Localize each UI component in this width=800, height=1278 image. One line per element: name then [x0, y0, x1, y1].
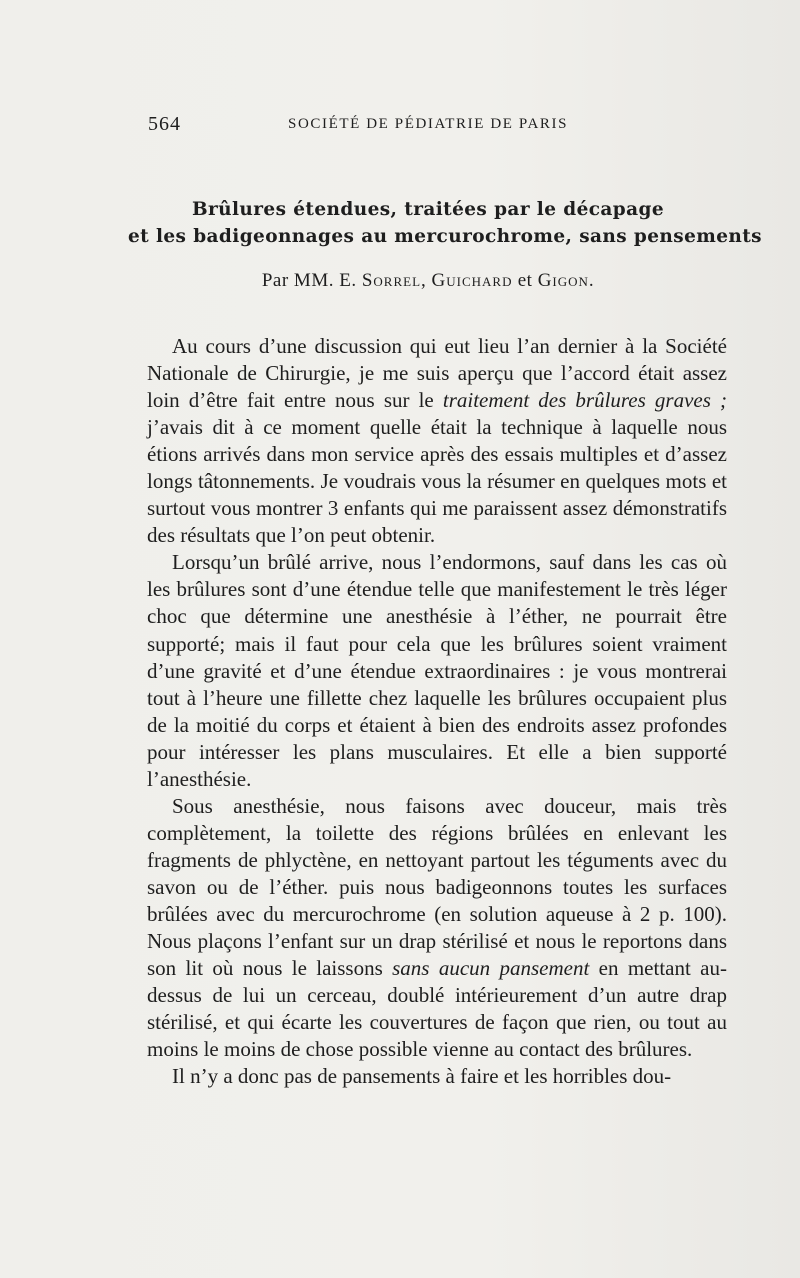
author-gigon: Gigon	[537, 270, 589, 291]
page-number: 564	[148, 113, 181, 135]
paragraph-1-text-b: j’avais dit à ce moment quelle était la technique à laquelle nous étions arrivés dans mon service après des essais multiples et d’assez longs tâtonnements. Je voudrais vous la résumer en quelques mots et surtout vous montrer 3 enfants qui me paraissent assez démonstratifs des résultats que l’on peut obtenir.	[147, 415, 727, 548]
paragraph-3-text-a: Sous anesthésie, nous faisons avec douceur, mais très complètement, la toilette des régions brûlées en enlevant les fragments de phlyctène, en nettoyant partout les téguments avec du savon ou de l’éther. puis nous badigeonnons toutes les surfaces brûlées avec du mercurochrome (en solution aqueuse à 2 p. 100). Nous plaçons l’enfant sur un drap stérilisé et nous le reportons dans son lit où nous le laissons	[147, 793, 727, 981]
byline	[128, 270, 728, 292]
article-body	[147, 333, 727, 1090]
paragraph-1	[147, 333, 727, 549]
paragraph-3	[147, 793, 727, 1063]
author-sorrel: Sorrel	[361, 270, 422, 291]
byline-sep-1: ,	[421, 270, 432, 291]
paragraph-3-italic: sans aucun pansement	[392, 956, 590, 981]
article-title	[128, 196, 762, 250]
byline-prefix: Par MM. E.	[261, 270, 362, 291]
paragraph-3-text-b: en mettant au-dessus de lui un cerceau, doublé intérieurement d’un autre drap stérilisé, et qui écarte les couvertures de façon que rien, ou tout au moins le moins de chose possible vienne au contact des brûlures.	[147, 956, 727, 1062]
title-line-2: et les badigeonnages au mercurochrome, sans pensements	[128, 226, 762, 247]
paragraph-4: Il n’y a donc pas de pansements à faire et les horribles dou-	[172, 1064, 672, 1089]
title-line-1: Brûlures étendues, traitées par le décapage	[191, 199, 665, 220]
paragraph-2: Lorsqu’un brûlé arrive, nous l’endormons, sauf dans les cas où les brûlures sont d’une étendue telle que manifestement le très léger choc que détermine une anesthésie à l’éther, ne pourrait être supporté; mais il faut pour cela que les brûlures soient vraiment d’une gravité et d’une étendue extraordinaires : je vous montrerai tout à l’heure une fillette chez laquelle les brûlures occupaient plus de la moitié du corps et étaient à bien des endroits assez profondes pour intéresser les plans musculaires. Et elle a bien supporté l’anesthésie.	[147, 550, 727, 791]
page-header	[148, 113, 710, 143]
paragraph-1-text-a: Au cours d’une discussion qui eut lieu l’an dernier à la Société Nationale de Chirurgie, je me suis aperçu que l’accord était assez loin d’être fait entre nous sur le	[147, 334, 727, 413]
byline-suffix: .	[588, 270, 595, 291]
paragraph-1-italic: traitement des brûlures graves ;	[442, 388, 728, 413]
byline-sep-2: et	[512, 270, 538, 291]
running-head: SOCIÉTÉ DE PÉDIATRIE DE PARIS	[288, 116, 569, 132]
author-guichard: Guichard	[431, 270, 513, 291]
